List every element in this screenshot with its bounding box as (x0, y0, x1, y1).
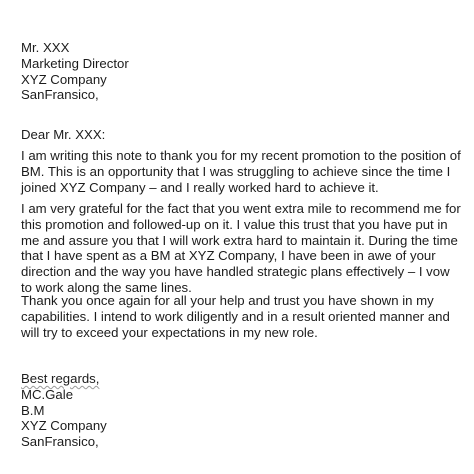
recipient-city: SanFransico, (21, 87, 99, 103)
paragraph-line: joined XYZ Company – and I really worked hard to achieve it. (21, 179, 379, 195)
closing (21, 371, 466, 387)
salutation: Dear Mr. XXX: (21, 127, 106, 142)
signature-title: B.M (21, 402, 45, 418)
recipient-company: XYZ Company (21, 71, 107, 87)
paragraph-2 (21, 201, 466, 296)
paragraph-line: me and assure you that I will work extra hard to maintain it. During the time (21, 232, 458, 248)
paragraph-line: that I have spent as a BM at XYZ Company, I have been in awe of your (21, 248, 436, 264)
paragraph-3 (21, 293, 466, 340)
paragraph-1 (21, 148, 466, 195)
paragraph-line: I am very grateful for the fact that you went extra mile to recommend me for (21, 201, 461, 216)
paragraph-line: capabilities. I intend to work diligently and in a result oriented manner and (21, 308, 450, 324)
paragraph-line: will try to exceed your expectations in my new role. (21, 324, 318, 340)
signature-name: MC.Gale (21, 386, 74, 402)
closing-text: Best regards, (21, 371, 100, 386)
signature-company: XYZ Company (21, 418, 107, 434)
paragraph-line: Thank you once again for all your help and trust you have shown in my (21, 293, 434, 308)
paragraph-line: BM. This is an opportunity that I was struggling to achieve since the time I (21, 163, 451, 179)
paragraph-line: this promotion and followed-up on it. I value this trust that you have put in (21, 216, 448, 232)
signature-block (21, 371, 466, 450)
salutation-block (21, 127, 466, 143)
paragraph-line: to work along the same lines. (21, 279, 192, 295)
recipient-address (21, 40, 466, 103)
recipient-name: Mr. XXX (21, 40, 70, 55)
paragraph-line: I am writing this note to thank you for my recent promotion to the position of (21, 148, 461, 163)
paragraph-line: direction and the way you have handled strategic plans effectively – I vow (21, 264, 450, 280)
recipient-title: Marketing Director (21, 55, 129, 71)
signature-city: SanFransico, (21, 434, 99, 450)
